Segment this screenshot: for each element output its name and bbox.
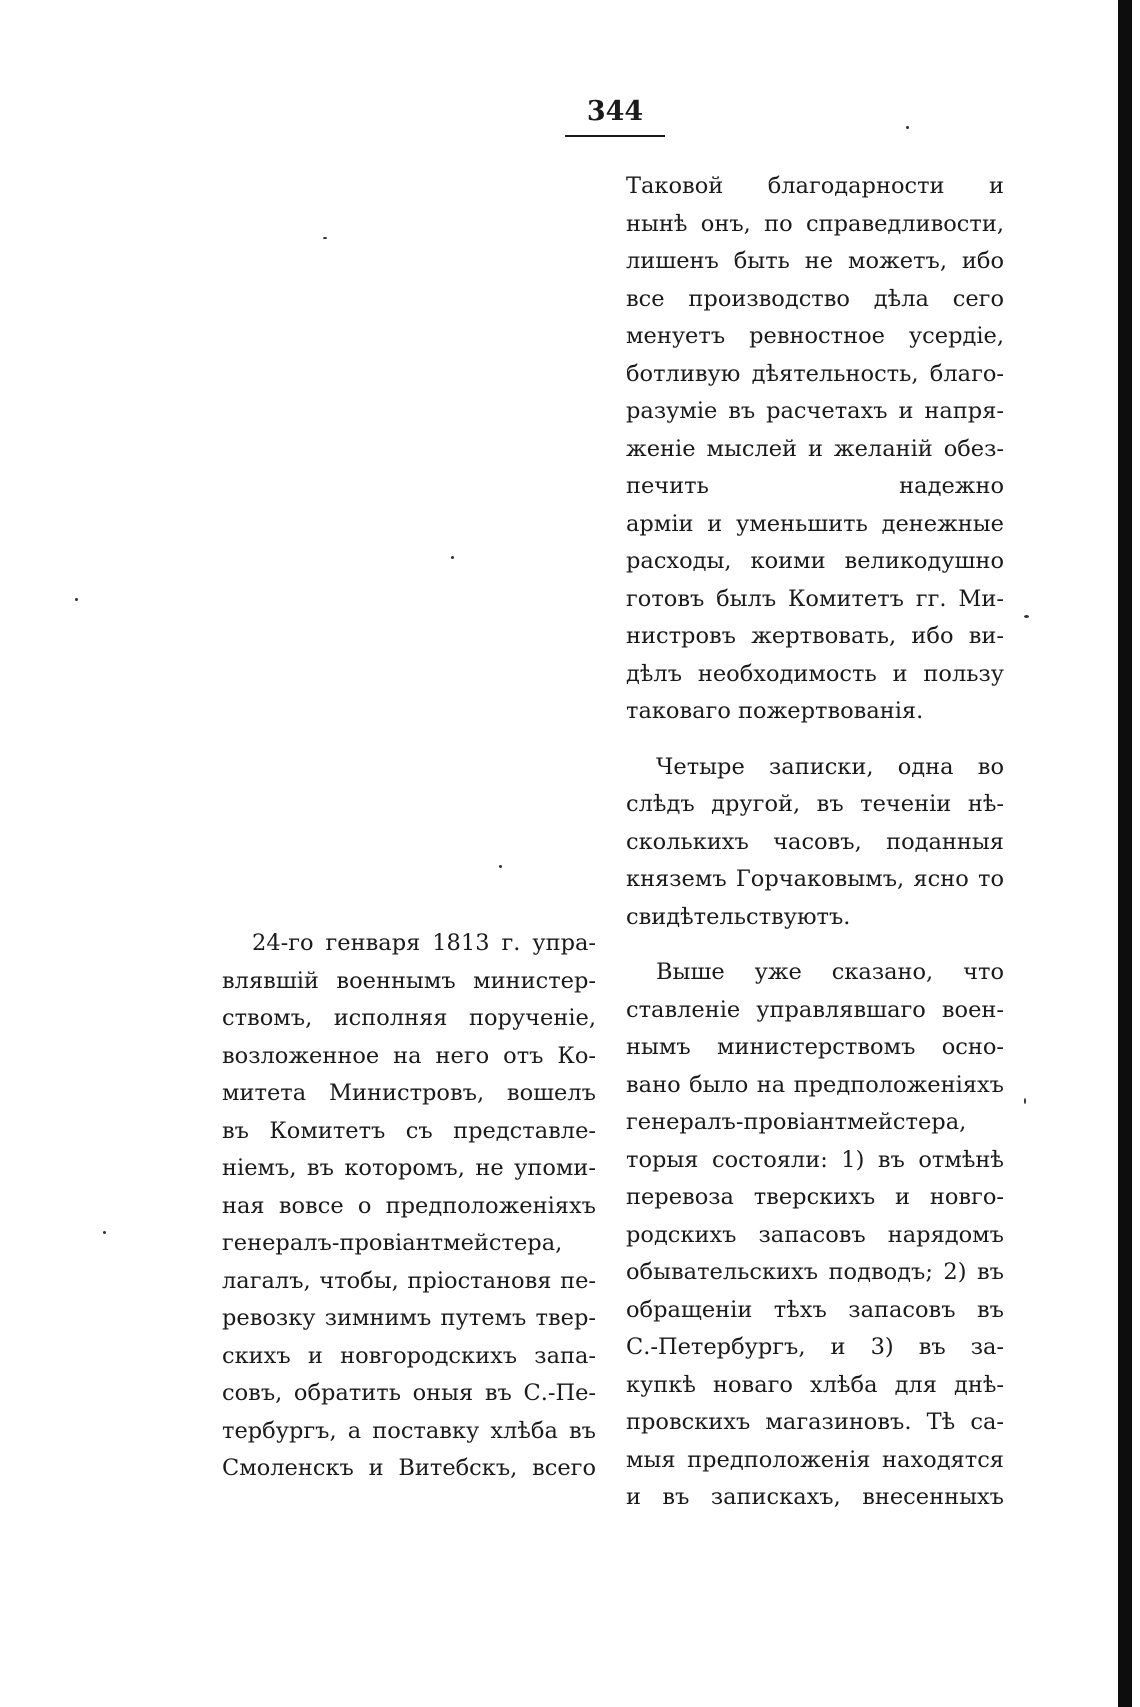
- text-line: возложенное на него отъ Ко-: [222, 1042, 596, 1069]
- scan-speck: [1024, 615, 1029, 618]
- paragraph-gap: [626, 936, 1004, 954]
- text-line: торыя состояли: 1) въ отмѣнѣ: [626, 1146, 1004, 1173]
- text-line: Смоленскъ и Витебскъ, всего: [222, 1455, 596, 1481]
- scan-speck: [906, 126, 909, 129]
- scan-speck: [499, 865, 502, 868]
- text-line: Таковой благодарности и: [626, 173, 1004, 199]
- text-line: въ Комитетъ съ представле-: [222, 1117, 596, 1144]
- left-column-paragraph: [222, 925, 596, 1488]
- text-line: тербургъ, а поставку хлѣба въ: [222, 1417, 596, 1444]
- text-line: перевоза тверскихъ и новго-: [626, 1184, 1004, 1210]
- text-line: дѣлъ необходимость и пользу: [626, 660, 1004, 687]
- page-number-rule: [565, 135, 665, 137]
- text-line: расходы, коими великодушно: [626, 548, 1004, 574]
- text-line: Четыре записки, одна во: [656, 753, 1004, 780]
- text-line: ная вовсе о предположеніяхъ: [222, 1192, 596, 1219]
- right-paragraph-1: [626, 168, 1004, 731]
- right-paragraph-2: [626, 749, 1004, 937]
- text-line: митета Министровъ, вошелъ: [222, 1080, 596, 1106]
- text-line: С.-Петербургъ, и 3) въ за-: [626, 1334, 1004, 1360]
- text-line: обывательскихъ подводъ; 2) въ: [626, 1259, 1004, 1285]
- text-line: готовъ былъ Комитетъ гг. Ми-: [626, 585, 1004, 612]
- text-line: ревозку зимнимъ путемъ твер-: [222, 1305, 596, 1331]
- text-line: Выше уже сказано, что: [656, 959, 1004, 985]
- text-line: влявшій военнымъ министер-: [222, 967, 596, 994]
- text-line: ніемъ, въ которомъ, не упоми-: [222, 1155, 596, 1181]
- text-line: обращеніи тѣхъ запасовъ въ: [626, 1296, 1004, 1323]
- text-line: слѣдъ другой, въ теченіи нѣ-: [626, 791, 1004, 817]
- scan-speck: [1024, 1098, 1026, 1104]
- text-line: провскихъ магазиновъ. Тѣ са-: [626, 1409, 1004, 1435]
- text-line: менуетъ ревностное усердіе,: [626, 323, 1004, 349]
- right-paragraph-3: [626, 954, 1004, 1517]
- scan-speck: [323, 237, 327, 239]
- text-line: печить надежно: [626, 473, 1004, 499]
- text-line: лагалъ, чтобы, пріостановя пе-: [222, 1267, 596, 1294]
- paragraph-gap: [626, 731, 1004, 749]
- text-line: вано было на предположеніяхъ: [626, 1071, 1004, 1098]
- text-line: нынѣ онъ, по справедливости,: [626, 210, 1004, 237]
- text-line: ствомъ, исполняя порученіе,: [222, 1005, 596, 1031]
- scan-speck: [75, 598, 78, 601]
- text-line: генералъ-провіантмейстера,: [222, 1230, 563, 1256]
- page-number: 344: [586, 96, 644, 127]
- text-line: совъ, обратить оныя въ С.-Пе-: [222, 1380, 596, 1406]
- text-line: мыя предположенія находятся: [626, 1446, 1004, 1473]
- text-line: 24-го генваря 1813 г. упра-: [252, 930, 596, 956]
- text-line: нистровъ жертвовать, ибо ви-: [626, 623, 1004, 649]
- scan-speck: [103, 1231, 106, 1234]
- scan-speck: [451, 556, 454, 559]
- text-line: ботливую дѣятельность, благо-: [626, 360, 1004, 387]
- text-line: и въ запискахъ, внесенныхъ: [626, 1484, 1004, 1510]
- text-line: все производство дѣла сего: [626, 285, 1004, 312]
- text-line: разуміе въ расчетахъ и напря-: [626, 398, 1004, 424]
- text-line: генералъ-провіантмейстера,: [626, 1109, 967, 1135]
- text-line: арміи и уменьшить денежные: [626, 510, 1004, 537]
- text-line: таковаго пожертвованія.: [626, 698, 924, 724]
- scan-dark-edge: [1118, 0, 1132, 1707]
- text-line: лишенъ быть не можетъ, ибо: [626, 248, 1004, 274]
- text-line: нымъ министерствомъ осно-: [626, 1034, 1004, 1060]
- text-line: скихъ и новгородскихъ запа-: [222, 1342, 596, 1369]
- text-line: женіе мыслей и желаній обез-: [626, 435, 1004, 462]
- right-column: [626, 168, 1004, 1517]
- text-line: ставленіе управлявшаго воен-: [626, 996, 1004, 1023]
- text-line: сколькихъ часовъ, поданныя: [626, 828, 1004, 855]
- text-line: родскихъ запасовъ нарядомъ: [626, 1221, 1004, 1248]
- text-line: свидѣтельствуютъ.: [626, 903, 851, 930]
- text-line: купкѣ новаго хлѣба для днѣ-: [626, 1371, 1004, 1398]
- text-line: княземъ Горчаковымъ, ясно то: [626, 866, 1004, 892]
